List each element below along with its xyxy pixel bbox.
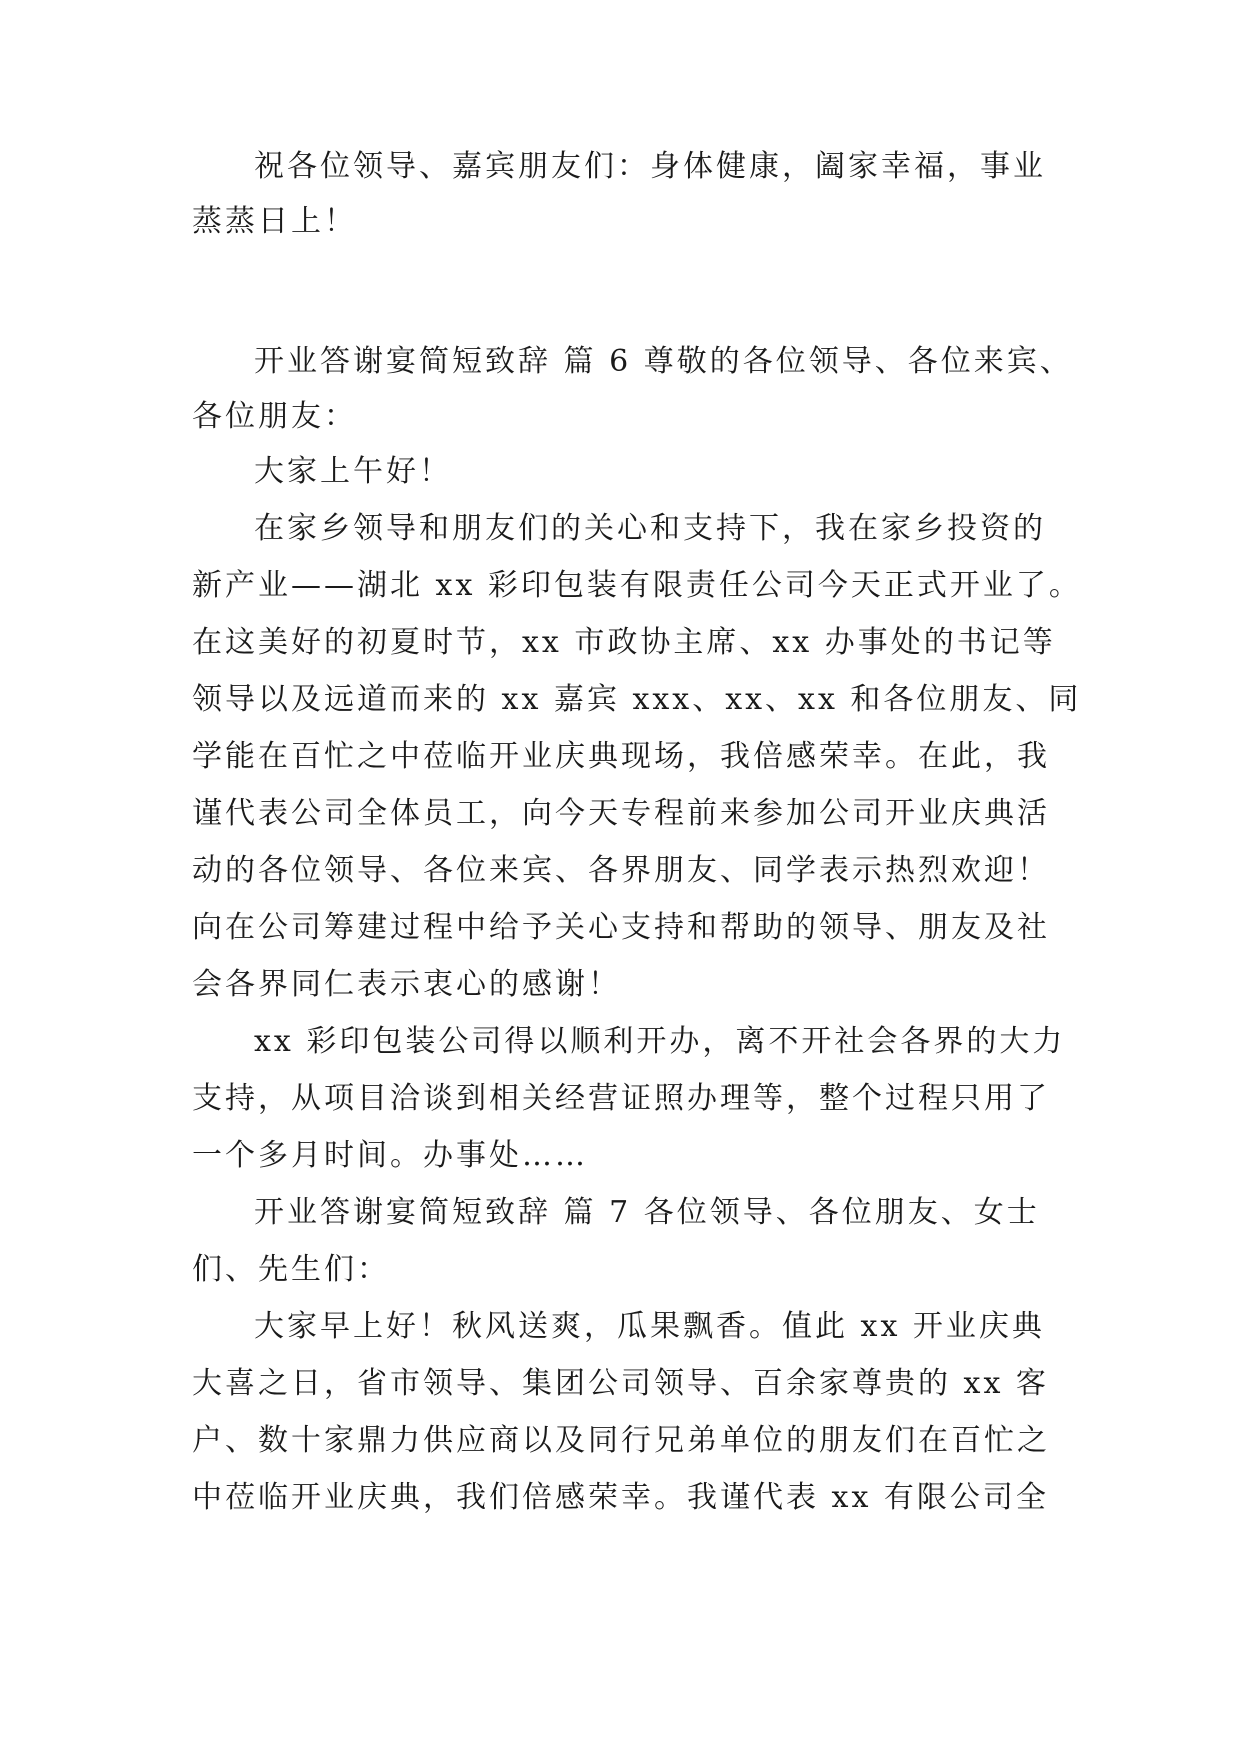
paragraph-line: 大家早上好！秋风送爽，瓜果飘香。值此 xx 开业庆典 bbox=[254, 1309, 1045, 1344]
paragraph-line: 会各界同仁表示衷心的感谢！ bbox=[192, 967, 621, 1002]
section-heading-line: 开业答谢宴简短致辞 篇 6 尊敬的各位领导、各位来宾、 bbox=[254, 344, 1073, 379]
paragraph-line: 大喜之日，省市领导、集团公司领导、百余家尊贵的 xx 客 bbox=[192, 1366, 1049, 1401]
paragraph-line: 领导以及远道而来的 xx 嘉宾 xxx、xx、xx 和各位朋友、同 bbox=[192, 682, 1082, 717]
paragraph-line: 大家上午好！ bbox=[254, 454, 452, 489]
paragraph-line: 新产业——湖北 xx 彩印包装有限责任公司今天正式开业了。 bbox=[192, 568, 1082, 603]
paragraph-line: 谨代表公司全体员工，向今天专程前来参加公司开业庆典活 bbox=[192, 796, 1050, 831]
paragraph-line: 祝各位领导、嘉宾朋友们：身体健康，阖家幸福，事业 bbox=[254, 149, 1046, 184]
paragraph-line: 们、先生们： bbox=[192, 1252, 390, 1287]
paragraph-line: 动的各位领导、各位来宾、各界朋友、同学表示热烈欢迎！ bbox=[192, 853, 1050, 888]
paragraph-line: 在这美好的初夏时节，xx 市政协主席、xx 办事处的书记等 bbox=[192, 625, 1056, 660]
paragraph-line: xx 彩印包装公司得以顺利开办，离不开社会各界的大力 bbox=[254, 1024, 1066, 1059]
paragraph-line: 学能在百忙之中莅临开业庆典现场，我倍感荣幸。在此，我 bbox=[192, 739, 1050, 774]
paragraph-line: 向在公司筹建过程中给予关心支持和帮助的领导、朋友及社 bbox=[192, 910, 1050, 945]
paragraph-line: 各位朋友： bbox=[192, 399, 357, 434]
paragraph-line: 户、数十家鼎力供应商以及同行兄弟单位的朋友们在百忙之 bbox=[192, 1423, 1050, 1458]
paragraph-line: 蒸蒸日上！ bbox=[192, 204, 357, 239]
paragraph-line: 一个多月时间。办事处…… bbox=[192, 1138, 588, 1173]
paragraph-line: 在家乡领导和朋友们的关心和支持下，我在家乡投资的 bbox=[254, 511, 1046, 546]
section-heading-line: 开业答谢宴简短致辞 篇 7 各位领导、各位朋友、女士 bbox=[254, 1195, 1040, 1230]
paragraph-line: 中莅临开业庆典，我们倍感荣幸。我谨代表 xx 有限公司全 bbox=[192, 1480, 1049, 1515]
paragraph-line: 支持，从项目洽谈到相关经营证照办理等，整个过程只用了 bbox=[192, 1081, 1050, 1116]
